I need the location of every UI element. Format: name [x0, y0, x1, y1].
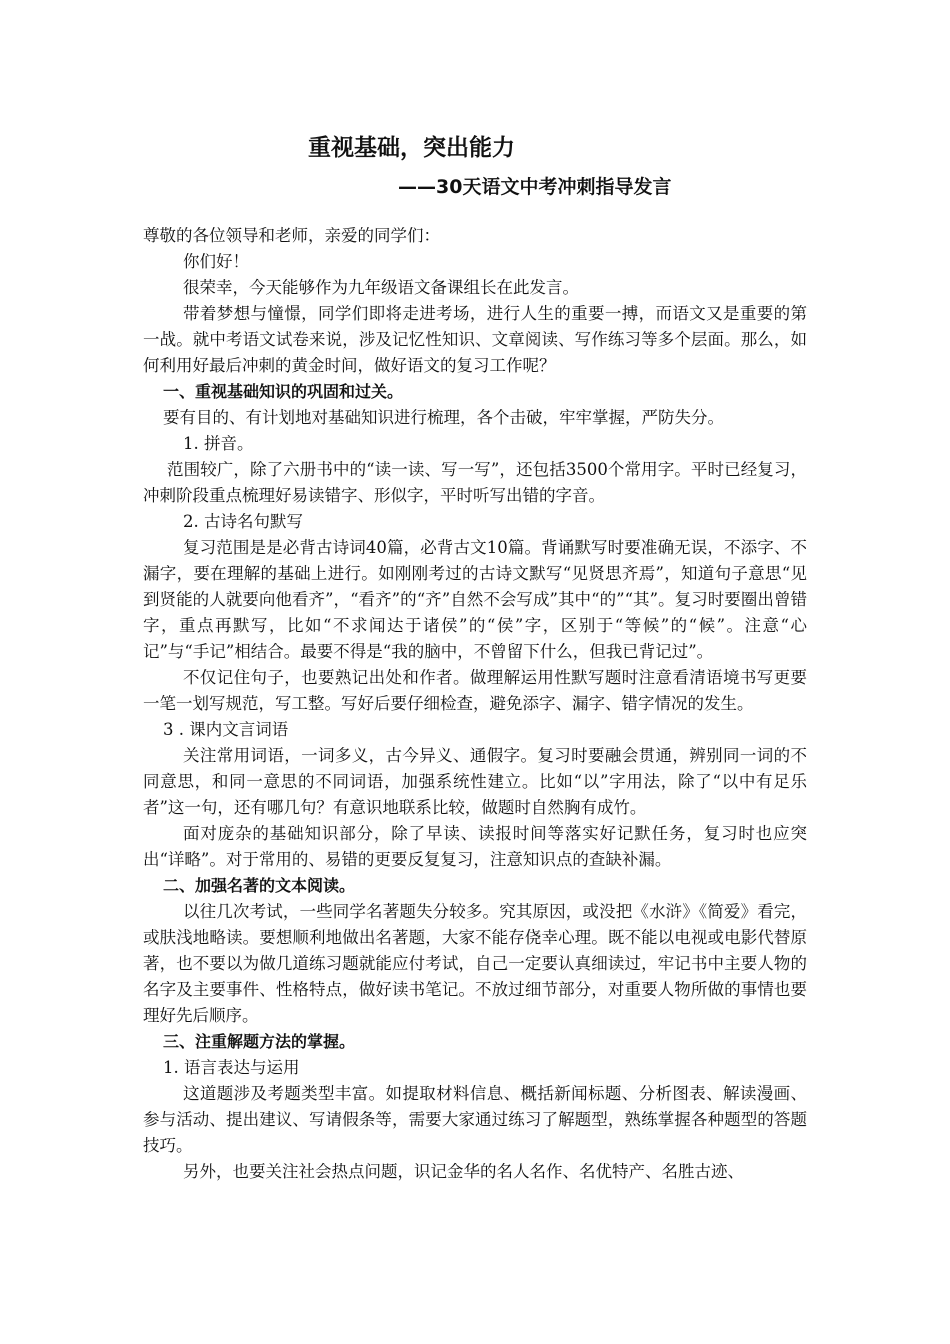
section1-item2-title: 2. 古诗名句默写 [183, 512, 303, 531]
section1-item3-title: 3 . 课内文言词语 [163, 720, 289, 739]
section3-heading: 三、注重解题方法的掌握。 [163, 1032, 356, 1051]
section3-item1-text: 这道题涉及考题类型丰富。如提取材料信息、概括新闻标题、分析图表、解读漫画、参与活动、提出建议、写请假条等，需要大家通过练习了解题型，熟练掌握各种题型的答题技巧。 [143, 1084, 807, 1155]
section1-intro: 要有目的、有计划地对基础知识进行梳理，各个击破，牢牢掌握，严防失分。 [163, 408, 724, 427]
section1-item2-text2: 不仅记住句子，也要熟记出处和作者。做理解运用性默写题时注意看清语境书写更要一笔一划写规范，写工整。写好后要仔细检查，避免添字、漏字、错字情况的发生。 [143, 668, 807, 713]
document-body [143, 223, 807, 1185]
section1-item3-text: 关注常用词语，一词多义，古今异义、通假字。复习时要融会贯通，辨别同一词的不同意思，和同一意思的不同词语，加强系统性建立。比如“以”字用法，除了“以中有足乐者”这一句，还有哪几句？有意识地联系比较，做题时自然胸有成竹。 [143, 746, 807, 817]
section2-text: 以往几次考试，一些同学名著题失分较多。究其原因，或没把《水浒》《简爱》看完，或肤浅地略读。要想顺利地做出名著题，大家不能存侥幸心理。既不能以电视或电影代替原著，也不要以为做几道练习题就能应付考试，自己一定要认真细读过，牢记书中主要人物的名字及主要事件、性格特点，做好读书笔记。不放过细节部分，对重要人物所做的事情也要理好先后顺序。 [143, 902, 807, 1025]
dream-paragraph: 带着梦想与憧憬，同学们即将走进考场，进行人生的重要一搏，而语文又是重要的第一战。就中考语文试卷来说，涉及记忆性知识、文章阅读、写作练习等多个层面。那么，如何利用好最后冲刺的黄金时间，做好语文的复习工作呢？ [143, 304, 807, 375]
hello-line: 你们好！ [183, 252, 249, 271]
section3-item1-title: 1. 语言表达与运用 [163, 1058, 300, 1077]
section1-heading: 一、重视基础知识的巩固和过关。 [163, 382, 404, 401]
intro-paragraph: 很荣幸，今天能够作为九年级语文备课组长在此发言。 [183, 278, 579, 297]
section2-heading: 二、加强名著的文本阅读。 [163, 876, 356, 895]
section1-item1-title: 1. 拼音。 [183, 434, 254, 453]
document-subtitle: ——30天语文中考冲刺指导发言 [398, 176, 672, 198]
section1-item2-text: 复习范围是是必背古诗词40篇，必背古文10篇。背诵默写时要准确无误，不添字、不漏字，要在理解的基础上进行。如刚刚考过的古诗文默写“见贤思齐焉”，知道句子意思“见到贤能的人就要向他看齐”，“看齐”的“齐”自然不会写成”其中“的”“其”。复习时要圈出曾错字，重点再默写，比如“不求闻达于诸侯”的“侯”字，区别于“等候”的“候”。注意“心记”与“手记”相结合。最要不得是“我的脑中，不曾留下什么，但我已背记过”。 [143, 538, 807, 661]
section3-item1-text2: 另外，也要关注社会热点问题，识记金华的名人名作、名优特产、名胜古迹、 [183, 1162, 744, 1181]
section1-closing: 面对庞杂的基础知识部分，除了早读、读报时间等落实好记默任务，复习时也应突出“详略”。对于常用的、易错的更要反复复习，注意知识点的查缺补漏。 [143, 824, 807, 869]
greeting: 尊敬的各位领导和老师，亲爱的同学们： [143, 226, 440, 245]
document-title: 重视基础，突出能力 [308, 135, 515, 161]
section1-item1-text: 范围较广，除了六册书中的“读一读、写一写”，还包括3500个常用字。平时已经复习，冲刺阶段重点梳理好易读错字、形似字，平时听写出错的字音。 [143, 460, 807, 505]
